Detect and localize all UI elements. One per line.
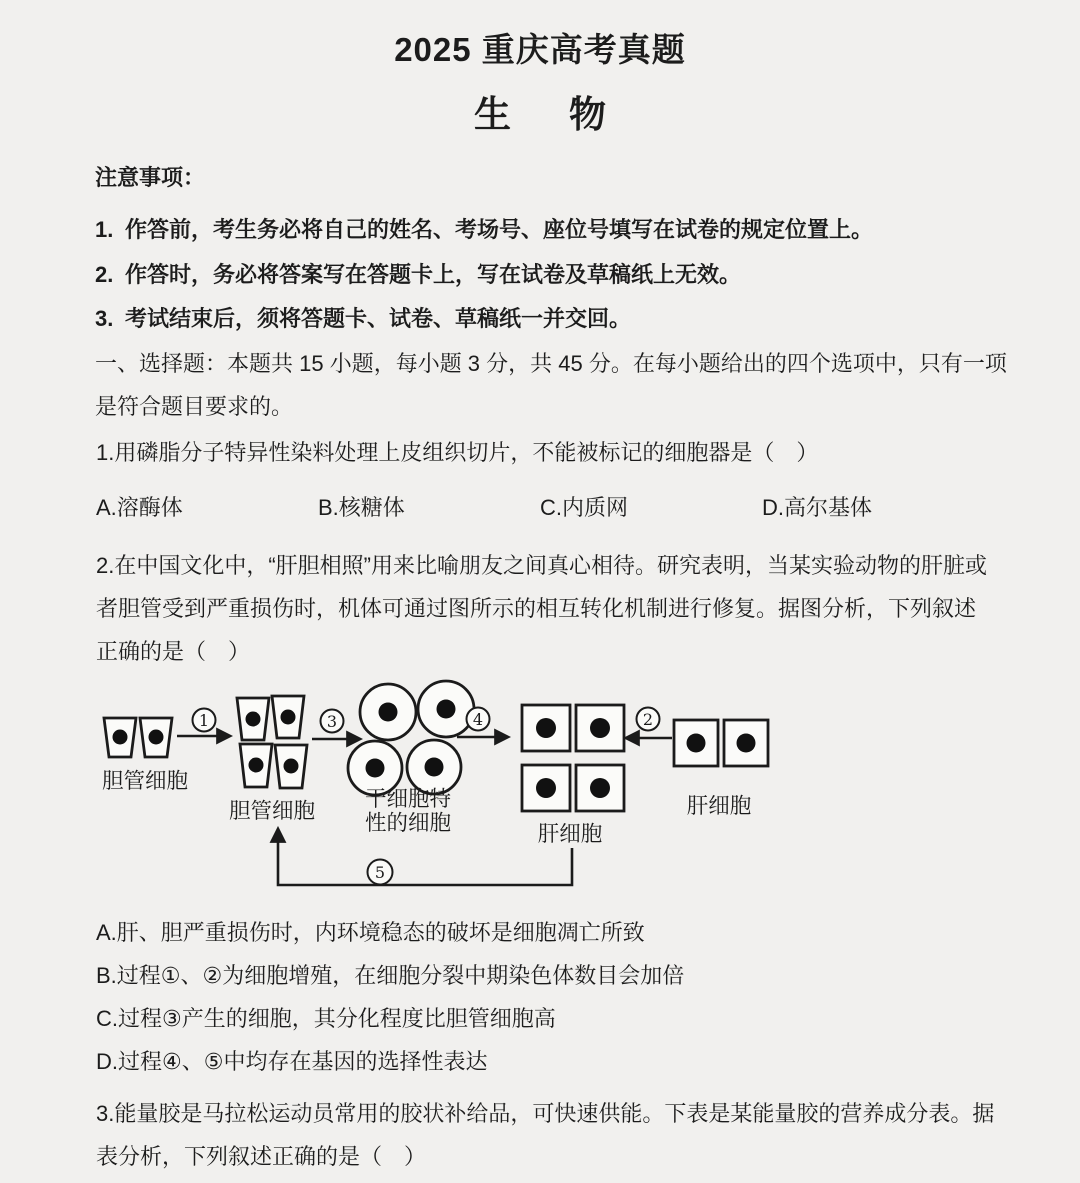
cell-nucleus-dot	[737, 734, 756, 753]
question-1-option-b: B.核糖体	[318, 495, 405, 520]
question-1-option-d: D.高尔基体	[762, 495, 873, 520]
question-1-option-a: A.溶酶体	[96, 495, 183, 520]
notice-item-1-text: 作答前，考生务必将自己的姓名、考场号、座位号填写在试卷的规定位置上。	[125, 217, 874, 242]
cell-nucleus-dot	[536, 778, 556, 798]
arrow-step-5	[278, 831, 572, 885]
liver-cells-group-1-label: 肝细胞	[537, 822, 603, 846]
q2-cell-conversion-diagram	[0, 660, 1080, 900]
section-1-header-line-2: 是符合题目要求的。	[95, 394, 294, 419]
question-1-options	[0, 491, 1080, 520]
question-3-line-1: 3.能量胶是马拉松运动员常用的胶状补给品，可快速供能。下表是某能量胶的营养成分表。据	[96, 1101, 995, 1126]
bile-duct-cells-group-1-label: 胆管细胞	[101, 769, 189, 793]
cell-nucleus-dot	[113, 730, 128, 745]
cell-nucleus-dot	[437, 700, 456, 719]
cell-nucleus-dot	[284, 759, 299, 774]
cell-nucleus-dot	[425, 758, 444, 777]
stem-like-cells-group	[348, 681, 474, 835]
liver-cells-group-2-label: 肝细胞	[686, 794, 752, 818]
arrow-step-1	[177, 709, 228, 737]
cell-nucleus-dot	[590, 778, 610, 798]
step-5-number: 5	[374, 863, 386, 882]
step-3-number: 3	[326, 712, 338, 731]
stem-like-cells-label-line-2: 性的细胞	[364, 811, 452, 835]
question-3-line-2: 表分析，下列叙述正确的是（ ）	[96, 1144, 427, 1169]
exam-subject	[0, 84, 1080, 138]
cell-nucleus-dot	[246, 712, 261, 727]
notice-heading: 注意事项：	[95, 165, 206, 190]
notice-item-3-number: 3.	[95, 306, 114, 331]
section-1-header	[95, 342, 1015, 428]
bile-duct-cells-group-2-label: 胆管细胞	[228, 799, 316, 823]
notice-item-2	[95, 258, 741, 289]
question-2-option-a: A.肝、胆严重损伤时，内环境稳态的破坏是细胞凋亡所致	[96, 920, 645, 945]
question-2-option-c: C.过程③产生的细胞，其分化程度比胆管细胞高	[96, 1006, 556, 1031]
notice-item-3-text: 考试结束后，须将答题卡、试卷、草稿纸一并交回。	[125, 306, 632, 331]
cell-nucleus-dot	[687, 734, 706, 753]
arrow-step-3	[312, 710, 358, 740]
bile-duct-cells-group-1	[102, 718, 188, 793]
question-2-option-b: B.过程①、②为细胞增殖，在细胞分裂中期染色体数目会加倍	[96, 963, 685, 988]
step-1-number: 1	[198, 711, 210, 730]
question-1-text: 1.用磷脂分子特异性染料处理上皮组织切片，不能被标记的细胞器是（ ）	[96, 440, 819, 465]
bile-duct-cells-group-2	[229, 696, 315, 823]
notice-item-1	[95, 213, 873, 244]
notice-item-1-number: 1.	[95, 217, 114, 242]
question-2-text	[96, 544, 1016, 673]
exam-subject-text: 生物	[474, 94, 664, 135]
step-2-number: 2	[642, 710, 654, 729]
step-4-number: 4	[472, 710, 484, 729]
cell-nucleus-dot	[366, 759, 385, 778]
cell-nucleus-dot	[379, 703, 398, 722]
question-2-line-1: 2.在中国文化中，“肝胆相照”用来比喻朋友之间真心相待。研究表明，当某实验动物的肝脏或	[96, 553, 988, 578]
question-1-option-c: C.内质网	[540, 495, 629, 520]
cell-nucleus-dot	[536, 718, 556, 738]
cell-nucleus-dot	[149, 730, 164, 745]
notice-item-3	[95, 302, 631, 333]
notice-item-2-number: 2.	[95, 262, 114, 287]
section-1-header-line-1: 一、选择题：本题共 15 小题，每小题 3 分，共 45 分。在每小题给出的四个选项中，只有一项	[95, 351, 1007, 376]
question-2-options	[96, 911, 1016, 1083]
liver-cells-group-2	[674, 720, 768, 818]
cell-nucleus-dot	[590, 718, 610, 738]
notice-item-2-text: 作答时，务必将答案写在答题卡上，写在试卷及草稿纸上无效。	[125, 262, 742, 287]
liver-cells-group-1	[522, 705, 624, 846]
cell-nucleus-dot	[281, 710, 296, 725]
cell-nucleus-dot	[249, 758, 264, 773]
exam-title: 2025 重庆高考真题	[394, 31, 686, 68]
question-2-line-2: 者胆管受到严重损伤时，机体可通过图所示的相互转化机制进行修复。据图分析，下列叙述	[96, 596, 977, 621]
question-2-option-d: D.过程④、⑤中均存在基因的选择性表达	[96, 1049, 488, 1074]
stem-like-cells-label-line-1: 干细胞特	[364, 787, 452, 811]
question-3-text	[96, 1092, 1016, 1178]
arrow-step-5-line	[278, 831, 572, 885]
question-2-line-3: 正确的是（ ）	[96, 639, 251, 664]
arrow-step-2	[628, 708, 672, 739]
